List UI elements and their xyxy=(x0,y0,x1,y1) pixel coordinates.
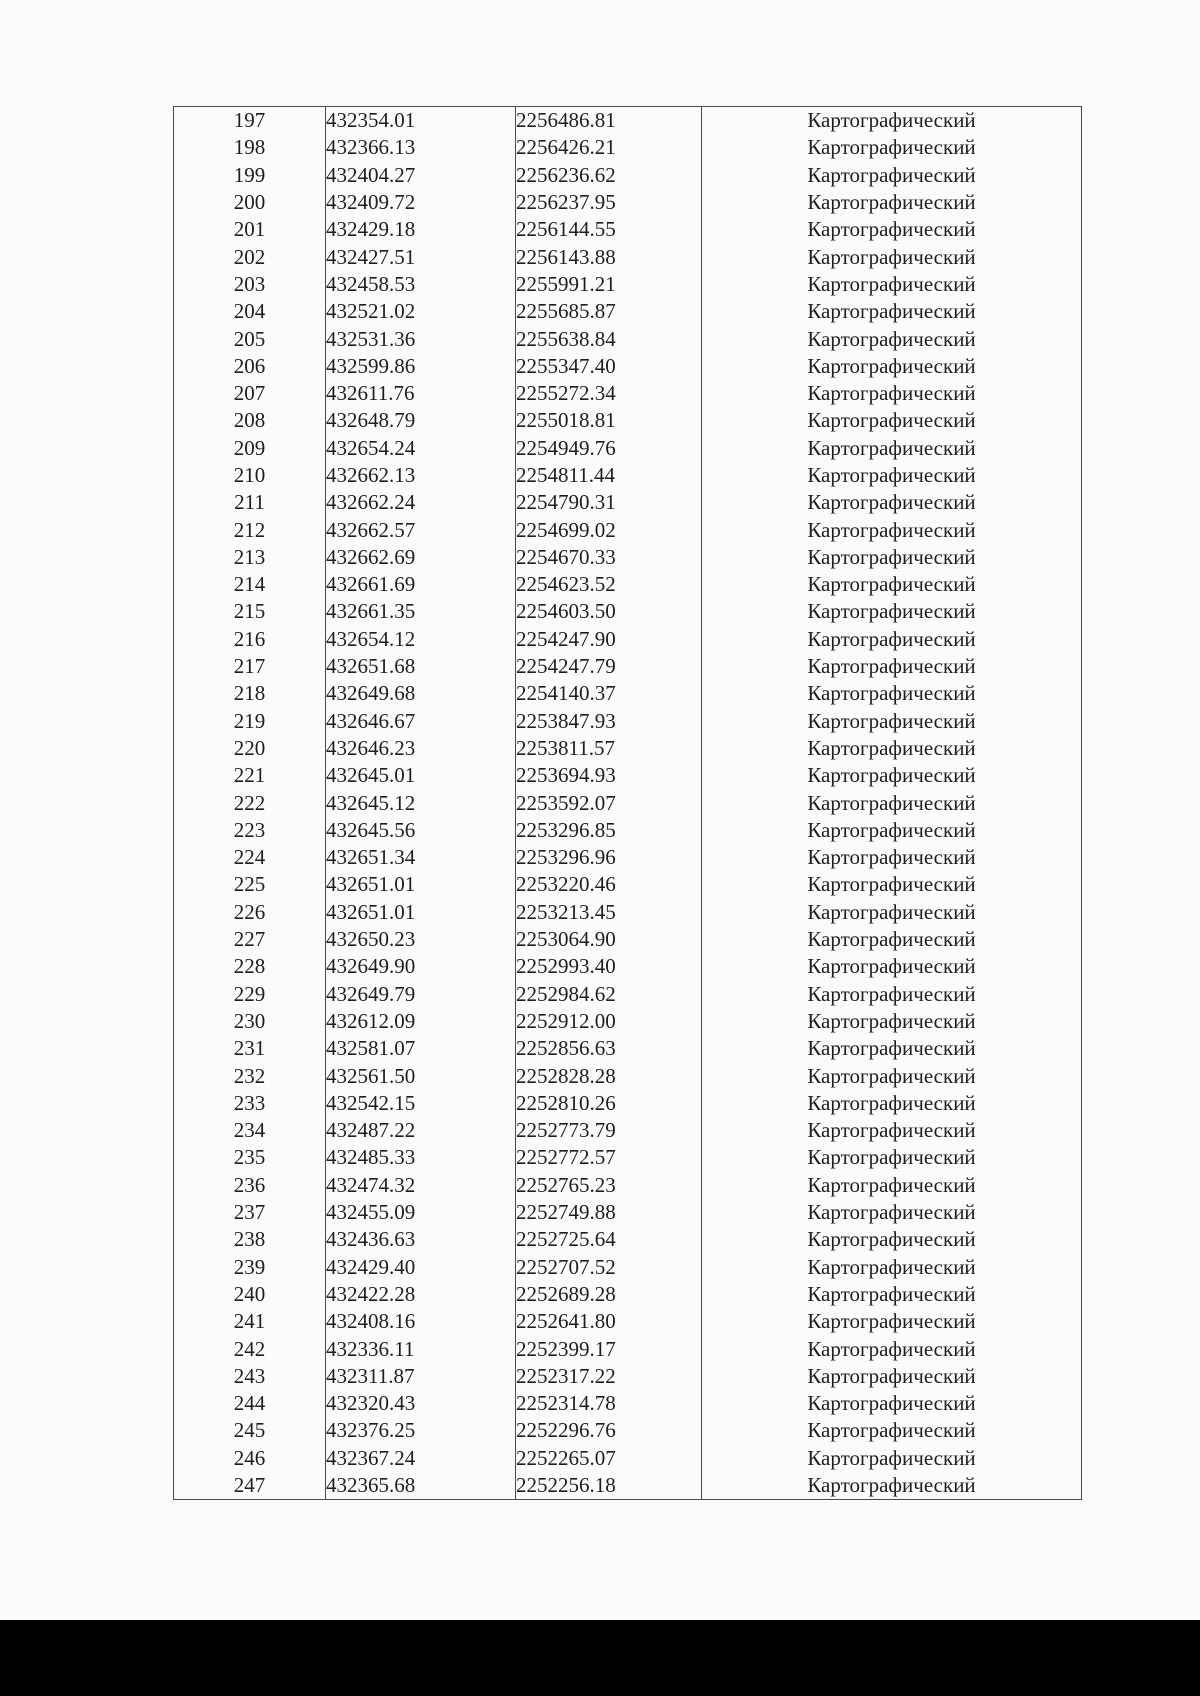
method-cell: Картографический xyxy=(702,1172,1082,1199)
y-coordinate-cell: 2253213.45 xyxy=(516,899,702,926)
scan-bottom-border xyxy=(0,1620,1200,1696)
method-cell: Картографический xyxy=(702,489,1082,516)
point-number-cell: 236 xyxy=(174,1172,326,1199)
x-coordinate-cell: 432662.13 xyxy=(326,462,516,489)
method-cell: Картографический xyxy=(702,134,1082,161)
method-cell: Картографический xyxy=(702,817,1082,844)
coordinates-table xyxy=(173,106,1082,1500)
method-cell: Картографический xyxy=(702,189,1082,216)
point-number-cell: 233 xyxy=(174,1090,326,1117)
y-coordinate-cell: 2252810.26 xyxy=(516,1090,702,1117)
point-number-cell: 221 xyxy=(174,762,326,789)
table-row xyxy=(174,162,1082,189)
x-coordinate-cell: 432599.86 xyxy=(326,353,516,380)
point-number-cell: 228 xyxy=(174,953,326,980)
method-cell: Картографический xyxy=(702,407,1082,434)
table-row xyxy=(174,1472,1082,1500)
y-coordinate-cell: 2255018.81 xyxy=(516,407,702,434)
y-coordinate-cell: 2253847.93 xyxy=(516,708,702,735)
point-number-cell: 234 xyxy=(174,1117,326,1144)
method-cell: Картографический xyxy=(702,871,1082,898)
point-number-cell: 213 xyxy=(174,544,326,571)
y-coordinate-cell: 2254811.44 xyxy=(516,462,702,489)
x-coordinate-cell: 432376.25 xyxy=(326,1417,516,1444)
method-cell: Картографический xyxy=(702,981,1082,1008)
x-coordinate-cell: 432409.72 xyxy=(326,189,516,216)
y-coordinate-cell: 2253694.93 xyxy=(516,762,702,789)
table-row xyxy=(174,489,1082,516)
y-coordinate-cell: 2252641.80 xyxy=(516,1308,702,1335)
table-row xyxy=(174,1172,1082,1199)
x-coordinate-cell: 432458.53 xyxy=(326,271,516,298)
method-cell: Картографический xyxy=(702,1308,1082,1335)
x-coordinate-cell: 432366.13 xyxy=(326,134,516,161)
table-row xyxy=(174,953,1082,980)
table-row xyxy=(174,598,1082,625)
point-number-cell: 223 xyxy=(174,817,326,844)
y-coordinate-cell: 2253220.46 xyxy=(516,871,702,898)
y-coordinate-cell: 2256486.81 xyxy=(516,107,702,135)
y-coordinate-cell: 2253064.90 xyxy=(516,926,702,953)
y-coordinate-cell: 2254670.33 xyxy=(516,544,702,571)
x-coordinate-cell: 432311.87 xyxy=(326,1363,516,1390)
table-row xyxy=(174,1117,1082,1144)
y-coordinate-cell: 2254603.50 xyxy=(516,598,702,625)
table-row xyxy=(174,871,1082,898)
method-cell: Картографический xyxy=(702,1226,1082,1253)
point-number-cell: 225 xyxy=(174,871,326,898)
point-number-cell: 235 xyxy=(174,1144,326,1171)
table-row xyxy=(174,271,1082,298)
point-number-cell: 222 xyxy=(174,789,326,816)
table-row xyxy=(174,216,1082,243)
x-coordinate-cell: 432336.11 xyxy=(326,1335,516,1362)
method-cell: Картографический xyxy=(702,1417,1082,1444)
point-number-cell: 198 xyxy=(174,134,326,161)
point-number-cell: 206 xyxy=(174,353,326,380)
x-coordinate-cell: 432650.23 xyxy=(326,926,516,953)
table-row xyxy=(174,1390,1082,1417)
point-number-cell: 247 xyxy=(174,1472,326,1500)
y-coordinate-cell: 2252773.79 xyxy=(516,1117,702,1144)
method-cell: Картографический xyxy=(702,298,1082,325)
point-number-cell: 216 xyxy=(174,626,326,653)
method-cell: Картографический xyxy=(702,1335,1082,1362)
x-coordinate-cell: 432661.35 xyxy=(326,598,516,625)
table-row xyxy=(174,817,1082,844)
table-row xyxy=(174,435,1082,462)
point-number-cell: 227 xyxy=(174,926,326,953)
point-number-cell: 214 xyxy=(174,571,326,598)
point-number-cell: 238 xyxy=(174,1226,326,1253)
method-cell: Картографический xyxy=(702,735,1082,762)
x-coordinate-cell: 432651.34 xyxy=(326,844,516,871)
table-row xyxy=(174,1417,1082,1444)
method-cell: Картографический xyxy=(702,353,1082,380)
x-coordinate-cell: 432661.69 xyxy=(326,571,516,598)
x-coordinate-cell: 432651.01 xyxy=(326,899,516,926)
coordinates-table-body xyxy=(174,107,1082,1500)
point-number-cell: 201 xyxy=(174,216,326,243)
method-cell: Картографический xyxy=(702,1281,1082,1308)
table-row xyxy=(174,844,1082,871)
y-coordinate-cell: 2252256.18 xyxy=(516,1472,702,1500)
point-number-cell: 202 xyxy=(174,243,326,270)
method-cell: Картографический xyxy=(702,243,1082,270)
point-number-cell: 197 xyxy=(174,107,326,135)
x-coordinate-cell: 432542.15 xyxy=(326,1090,516,1117)
y-coordinate-cell: 2253811.57 xyxy=(516,735,702,762)
x-coordinate-cell: 432408.16 xyxy=(326,1308,516,1335)
x-coordinate-cell: 432651.01 xyxy=(326,871,516,898)
point-number-cell: 217 xyxy=(174,653,326,680)
y-coordinate-cell: 2252399.17 xyxy=(516,1335,702,1362)
table-row xyxy=(174,1144,1082,1171)
point-number-cell: 230 xyxy=(174,1008,326,1035)
point-number-cell: 204 xyxy=(174,298,326,325)
point-number-cell: 244 xyxy=(174,1390,326,1417)
method-cell: Картографический xyxy=(702,1117,1082,1144)
x-coordinate-cell: 432612.09 xyxy=(326,1008,516,1035)
method-cell: Картографический xyxy=(702,1472,1082,1500)
y-coordinate-cell: 2253296.85 xyxy=(516,817,702,844)
method-cell: Картографический xyxy=(702,789,1082,816)
table-row xyxy=(174,1090,1082,1117)
x-coordinate-cell: 432531.36 xyxy=(326,325,516,352)
y-coordinate-cell: 2252912.00 xyxy=(516,1008,702,1035)
table-row xyxy=(174,762,1082,789)
table-row xyxy=(174,544,1082,571)
table-row xyxy=(174,708,1082,735)
x-coordinate-cell: 432521.02 xyxy=(326,298,516,325)
y-coordinate-cell: 2256143.88 xyxy=(516,243,702,270)
method-cell: Картографический xyxy=(702,1008,1082,1035)
table-row xyxy=(174,1008,1082,1035)
table-row xyxy=(174,107,1082,135)
method-cell: Картографический xyxy=(702,1199,1082,1226)
y-coordinate-cell: 2252856.63 xyxy=(516,1035,702,1062)
point-number-cell: 224 xyxy=(174,844,326,871)
point-number-cell: 245 xyxy=(174,1417,326,1444)
table-row xyxy=(174,1445,1082,1472)
table-row xyxy=(174,789,1082,816)
point-number-cell: 241 xyxy=(174,1308,326,1335)
method-cell: Картографический xyxy=(702,953,1082,980)
table-row xyxy=(174,981,1082,1008)
table-row xyxy=(174,1363,1082,1390)
method-cell: Картографический xyxy=(702,1090,1082,1117)
table-row xyxy=(174,1035,1082,1062)
y-coordinate-cell: 2252828.28 xyxy=(516,1062,702,1089)
y-coordinate-cell: 2252749.88 xyxy=(516,1199,702,1226)
point-number-cell: 226 xyxy=(174,899,326,926)
y-coordinate-cell: 2255272.34 xyxy=(516,380,702,407)
y-coordinate-cell: 2252772.57 xyxy=(516,1144,702,1171)
x-coordinate-cell: 432320.43 xyxy=(326,1390,516,1417)
x-coordinate-cell: 432422.28 xyxy=(326,1281,516,1308)
x-coordinate-cell: 432485.33 xyxy=(326,1144,516,1171)
x-coordinate-cell: 432427.51 xyxy=(326,243,516,270)
y-coordinate-cell: 2252296.76 xyxy=(516,1417,702,1444)
table-row xyxy=(174,353,1082,380)
point-number-cell: 220 xyxy=(174,735,326,762)
method-cell: Картографический xyxy=(702,680,1082,707)
method-cell: Картографический xyxy=(702,571,1082,598)
table-row xyxy=(174,1226,1082,1253)
method-cell: Картографический xyxy=(702,1035,1082,1062)
point-number-cell: 229 xyxy=(174,981,326,1008)
y-coordinate-cell: 2254623.52 xyxy=(516,571,702,598)
table-row xyxy=(174,189,1082,216)
table-row xyxy=(174,298,1082,325)
x-coordinate-cell: 432354.01 xyxy=(326,107,516,135)
table-row xyxy=(174,735,1082,762)
y-coordinate-cell: 2256144.55 xyxy=(516,216,702,243)
point-number-cell: 219 xyxy=(174,708,326,735)
method-cell: Картографический xyxy=(702,107,1082,135)
x-coordinate-cell: 432654.12 xyxy=(326,626,516,653)
point-number-cell: 215 xyxy=(174,598,326,625)
y-coordinate-cell: 2252765.23 xyxy=(516,1172,702,1199)
method-cell: Картографический xyxy=(702,708,1082,735)
x-coordinate-cell: 432429.18 xyxy=(326,216,516,243)
point-number-cell: 205 xyxy=(174,325,326,352)
x-coordinate-cell: 432646.67 xyxy=(326,708,516,735)
table-row xyxy=(174,243,1082,270)
method-cell: Картографический xyxy=(702,271,1082,298)
table-row xyxy=(174,462,1082,489)
x-coordinate-cell: 432487.22 xyxy=(326,1117,516,1144)
y-coordinate-cell: 2255991.21 xyxy=(516,271,702,298)
x-coordinate-cell: 432646.23 xyxy=(326,735,516,762)
x-coordinate-cell: 432367.24 xyxy=(326,1445,516,1472)
x-coordinate-cell: 432645.56 xyxy=(326,817,516,844)
table-row xyxy=(174,653,1082,680)
x-coordinate-cell: 432654.24 xyxy=(326,435,516,462)
method-cell: Картографический xyxy=(702,626,1082,653)
table-row xyxy=(174,325,1082,352)
table-row xyxy=(174,1253,1082,1280)
y-coordinate-cell: 2255347.40 xyxy=(516,353,702,380)
method-cell: Картографический xyxy=(702,598,1082,625)
point-number-cell: 203 xyxy=(174,271,326,298)
table-row xyxy=(174,407,1082,434)
x-coordinate-cell: 432649.90 xyxy=(326,953,516,980)
table-row xyxy=(174,926,1082,953)
method-cell: Картографический xyxy=(702,1445,1082,1472)
x-coordinate-cell: 432404.27 xyxy=(326,162,516,189)
x-coordinate-cell: 432648.79 xyxy=(326,407,516,434)
y-coordinate-cell: 2254790.31 xyxy=(516,489,702,516)
x-coordinate-cell: 432581.07 xyxy=(326,1035,516,1062)
method-cell: Картографический xyxy=(702,844,1082,871)
point-number-cell: 218 xyxy=(174,680,326,707)
point-number-cell: 209 xyxy=(174,435,326,462)
y-coordinate-cell: 2254140.37 xyxy=(516,680,702,707)
x-coordinate-cell: 432651.68 xyxy=(326,653,516,680)
y-coordinate-cell: 2256237.95 xyxy=(516,189,702,216)
method-cell: Картографический xyxy=(702,1253,1082,1280)
point-number-cell: 239 xyxy=(174,1253,326,1280)
method-cell: Картографический xyxy=(702,1062,1082,1089)
point-number-cell: 240 xyxy=(174,1281,326,1308)
x-coordinate-cell: 432645.12 xyxy=(326,789,516,816)
x-coordinate-cell: 432662.69 xyxy=(326,544,516,571)
point-number-cell: 199 xyxy=(174,162,326,189)
method-cell: Картографический xyxy=(702,1390,1082,1417)
x-coordinate-cell: 432455.09 xyxy=(326,1199,516,1226)
table-row xyxy=(174,1199,1082,1226)
x-coordinate-cell: 432645.01 xyxy=(326,762,516,789)
x-coordinate-cell: 432429.40 xyxy=(326,1253,516,1280)
point-number-cell: 243 xyxy=(174,1363,326,1390)
x-coordinate-cell: 432561.50 xyxy=(326,1062,516,1089)
x-coordinate-cell: 432662.57 xyxy=(326,516,516,543)
point-number-cell: 237 xyxy=(174,1199,326,1226)
method-cell: Картографический xyxy=(702,325,1082,352)
y-coordinate-cell: 2255638.84 xyxy=(516,325,702,352)
y-coordinate-cell: 2255685.87 xyxy=(516,298,702,325)
x-coordinate-cell: 432662.24 xyxy=(326,489,516,516)
method-cell: Картографический xyxy=(702,653,1082,680)
point-number-cell: 212 xyxy=(174,516,326,543)
table-row xyxy=(174,899,1082,926)
y-coordinate-cell: 2256236.62 xyxy=(516,162,702,189)
table-row xyxy=(174,1308,1082,1335)
table-row xyxy=(174,1062,1082,1089)
y-coordinate-cell: 2254247.90 xyxy=(516,626,702,653)
x-coordinate-cell: 432436.63 xyxy=(326,1226,516,1253)
method-cell: Картографический xyxy=(702,1144,1082,1171)
method-cell: Картографический xyxy=(702,762,1082,789)
point-number-cell: 210 xyxy=(174,462,326,489)
point-number-cell: 208 xyxy=(174,407,326,434)
method-cell: Картографический xyxy=(702,435,1082,462)
method-cell: Картографический xyxy=(702,216,1082,243)
method-cell: Картографический xyxy=(702,926,1082,953)
y-coordinate-cell: 2256426.21 xyxy=(516,134,702,161)
y-coordinate-cell: 2254699.02 xyxy=(516,516,702,543)
y-coordinate-cell: 2252265.07 xyxy=(516,1445,702,1472)
table-row xyxy=(174,380,1082,407)
y-coordinate-cell: 2254949.76 xyxy=(516,435,702,462)
x-coordinate-cell: 432365.68 xyxy=(326,1472,516,1500)
table-row xyxy=(174,1281,1082,1308)
method-cell: Картографический xyxy=(702,380,1082,407)
table-row xyxy=(174,134,1082,161)
y-coordinate-cell: 2252314.78 xyxy=(516,1390,702,1417)
x-coordinate-cell: 432474.32 xyxy=(326,1172,516,1199)
x-coordinate-cell: 432649.79 xyxy=(326,981,516,1008)
y-coordinate-cell: 2253592.07 xyxy=(516,789,702,816)
y-coordinate-cell: 2253296.96 xyxy=(516,844,702,871)
method-cell: Картографический xyxy=(702,462,1082,489)
point-number-cell: 246 xyxy=(174,1445,326,1472)
point-number-cell: 207 xyxy=(174,380,326,407)
method-cell: Картографический xyxy=(702,1363,1082,1390)
table-row xyxy=(174,680,1082,707)
method-cell: Картографический xyxy=(702,516,1082,543)
x-coordinate-cell: 432611.76 xyxy=(326,380,516,407)
table-row xyxy=(174,516,1082,543)
table-row xyxy=(174,626,1082,653)
method-cell: Картографический xyxy=(702,899,1082,926)
point-number-cell: 231 xyxy=(174,1035,326,1062)
point-number-cell: 200 xyxy=(174,189,326,216)
point-number-cell: 232 xyxy=(174,1062,326,1089)
y-coordinate-cell: 2252725.64 xyxy=(516,1226,702,1253)
table-row xyxy=(174,1335,1082,1362)
method-cell: Картографический xyxy=(702,544,1082,571)
point-number-cell: 211 xyxy=(174,489,326,516)
x-coordinate-cell: 432649.68 xyxy=(326,680,516,707)
y-coordinate-cell: 2254247.79 xyxy=(516,653,702,680)
method-cell: Картографический xyxy=(702,162,1082,189)
y-coordinate-cell: 2252689.28 xyxy=(516,1281,702,1308)
point-number-cell: 242 xyxy=(174,1335,326,1362)
table-row xyxy=(174,571,1082,598)
y-coordinate-cell: 2252707.52 xyxy=(516,1253,702,1280)
y-coordinate-cell: 2252317.22 xyxy=(516,1363,702,1390)
y-coordinate-cell: 2252993.40 xyxy=(516,953,702,980)
y-coordinate-cell: 2252984.62 xyxy=(516,981,702,1008)
